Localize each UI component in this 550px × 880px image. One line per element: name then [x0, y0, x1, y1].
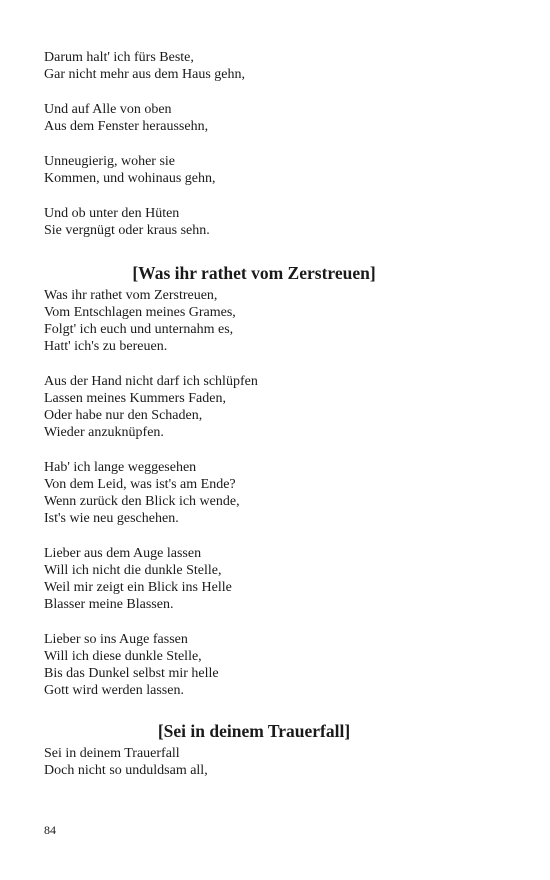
verse-line: Und ob unter den Hüten	[44, 206, 180, 221]
verse-line: Wenn zurück den Blick ich wende,	[44, 494, 240, 509]
verse-line: Bis das Dunkel selbst mir helle	[44, 666, 219, 681]
verse-line: Folgt' ich euch und unternahm es,	[44, 322, 234, 337]
verse-line: Lieber so ins Auge fassen	[44, 632, 188, 647]
poem-title: [Sei in deinem Trauerfall]	[157, 721, 351, 741]
verse-line: Vom Entschlagen meines Grames,	[44, 305, 236, 320]
verse-line: Was ihr rathet vom Zerstreuen,	[44, 288, 218, 303]
stanza	[44, 373, 514, 441]
verse-line: Gar nicht mehr aus dem Haus gehn,	[44, 67, 245, 82]
stanza	[44, 545, 514, 613]
verse-line: Ist's wie neu geschehen.	[44, 511, 179, 526]
verse-line: Darum halt' ich fürs Beste,	[44, 50, 194, 65]
verse-line: Aus dem Fenster heraussehn,	[44, 119, 209, 134]
verse-line: Blasser meine Blassen.	[44, 597, 174, 612]
verse-line: Hab' ich lange weggesehen	[44, 460, 197, 475]
page-body	[44, 49, 514, 779]
stanza	[44, 459, 514, 527]
verse-line: Oder habe nur den Schaden,	[44, 408, 203, 423]
verse-line: Und auf Alle von oben	[44, 102, 172, 117]
verse-line: Sie vergnügt oder kraus sehn.	[44, 223, 210, 238]
verse-line: Von dem Leid, was ist's am Ende?	[44, 477, 236, 492]
stanza	[44, 287, 514, 355]
verse-line: Lieber aus dem Auge lassen	[44, 546, 202, 561]
verse-line: Aus der Hand nicht darf ich schlüpfen	[44, 374, 258, 389]
verse-line: Wieder anzuknüpfen.	[44, 425, 164, 440]
poem-title: [Was ihr rathet vom Zerstreuen]	[132, 263, 376, 283]
verse-line: Sei in deinem Trauerfall	[44, 746, 180, 761]
stanza	[44, 101, 514, 135]
stanza	[44, 631, 514, 699]
verse-line: Doch nicht so unduldsam all,	[44, 763, 208, 778]
verse-line: Weil mir zeigt ein Blick ins Helle	[44, 580, 232, 595]
verse-line: Kommen, und wohinaus gehn,	[44, 171, 216, 186]
verse-line: Gott wird werden lassen.	[44, 683, 184, 698]
verse-line: Lassen meines Kummers Faden,	[44, 391, 226, 406]
verse-line: Will ich nicht die dunkle Stelle,	[44, 563, 222, 578]
stanza	[44, 205, 514, 239]
page-number: 84	[44, 823, 56, 837]
stanza	[44, 745, 514, 779]
verse-line: Hatt' ich's zu bereuen.	[44, 339, 168, 354]
stanza	[44, 49, 514, 83]
verse-line: Unneugierig, woher sie	[44, 154, 176, 169]
stanza	[44, 153, 514, 187]
verse-line: Will ich diese dunkle Stelle,	[44, 649, 202, 664]
